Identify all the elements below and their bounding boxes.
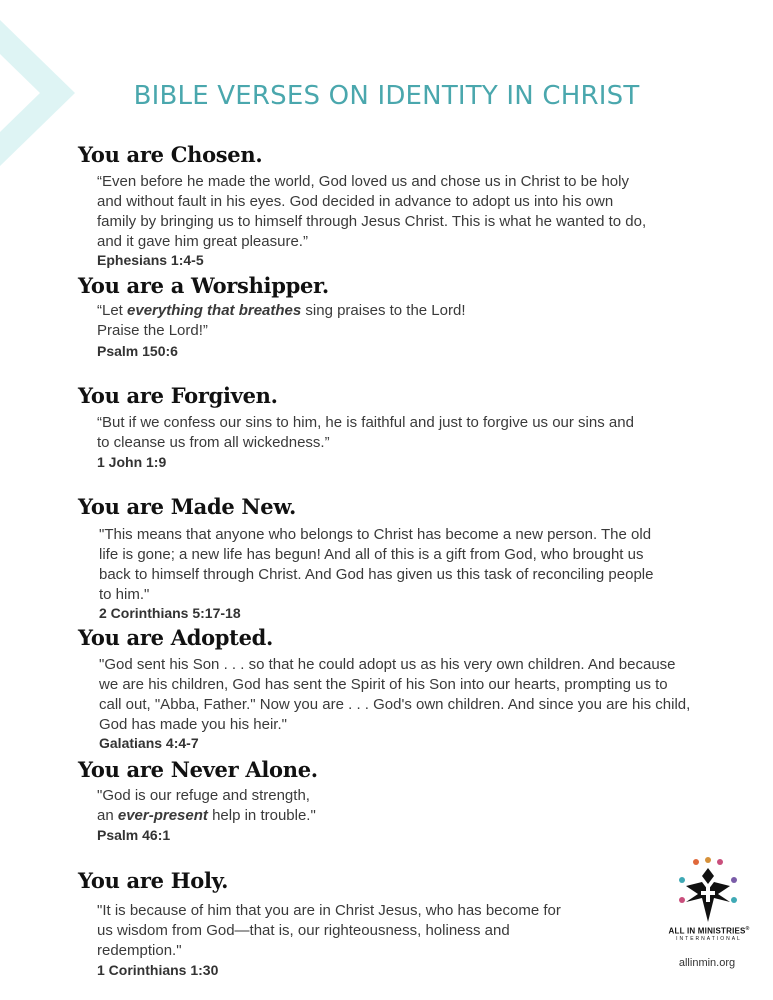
section-heading: You are Holy. [78,868,229,893]
page-title: BIBLE VERSES ON IDENTITY IN CHRIST [133,81,640,112]
verse-line: to cleanse us from all wickedness.” [97,434,330,451]
verse-fragment: “Let [97,302,128,319]
website-link[interactable]: allinmin.org [678,957,736,969]
section-heading: You are Never Alone. [78,757,318,782]
verse-text [97,172,697,252]
verse-reference: Psalm 150:6 [97,343,178,359]
verse-fragment: an [97,807,118,824]
verse-line: life is gone; a new life has begun! And all of this is a gift from God, who brought us [99,546,644,563]
verse-text [99,655,699,735]
verse-line: “Even before he made the world, God loved us and chose us in Christ to be holy [97,173,629,190]
verse-line: God has made you his heir." [99,716,287,733]
logo-name-text: ALL IN MINISTRIES [668,926,746,936]
verse-reference: 1 Corinthians 1:30 [97,962,219,978]
section-heading: You are Forgiven. [78,383,278,408]
verse-fragment: sing praises to the Lord! [301,302,466,319]
verse-text [97,901,637,961]
section-heading: You are Adopted. [78,625,274,650]
section-heading: You are a Worshipper. [78,273,329,298]
logo-name [662,926,756,936]
verse-line: redemption." [97,942,182,959]
verse-line: and without fault in his eyes. God decided in advance to adopt us into his own [97,193,614,210]
verse-line: we are his children, God has sent the Spirit of his Son into our hearts, prompting us to [99,676,668,693]
verse-reference: 1 John 1:9 [97,454,167,470]
verse-text [97,413,697,453]
section-heading: You are Made New. [78,494,297,519]
verse-fragment: help in trouble." [207,807,316,824]
verse-text [99,525,699,605]
verse-line: to him." [99,586,150,603]
logo-subtitle: INTERNATIONAL [676,936,742,942]
verse-reference: 2 Corinthians 5:17-18 [99,605,241,621]
verse-line: "It is because of him that you are in Christ Jesus, who has become for [97,902,561,919]
verse-reference: Galatians 4:4-7 [99,735,199,751]
verse-reference: Ephesians 1:4-5 [97,252,204,268]
verse-reference: Psalm 46:1 [97,827,171,843]
verse-line: us wisdom from God—that is, our righteousness, holiness and [97,922,510,939]
verse-emphasis: ever-present [117,807,208,824]
verse-text [97,301,697,341]
verse-emphasis: everything that breathes [127,302,302,319]
verse-line: "God sent his Son . . . so that he could adopt us as his very own children. And because [99,656,676,673]
verse-line: and it gave him great pleasure.” [97,233,308,250]
verse-line: call out, "Abba, Father." Now you are . . . God's own children. And since you are his child, [99,696,691,713]
verse-line [97,301,697,321]
cross-logo-icon [672,856,744,936]
verse-line: back to himself through Christ. And God has given us this task of reconciling people [99,566,654,583]
verse-line: "This means that anyone who belongs to Christ has become a new person. The old [99,526,652,543]
verse-line: family by bringing us to himself through Jesus Christ. This is what he wanted to do, [97,213,647,230]
verse-line: Praise the Lord!” [97,322,208,339]
verse-line [97,806,697,826]
logo-mark: ® [745,926,750,932]
verse-line: “But if we confess our sins to him, he is faithful and just to forgive us our sins and [97,414,634,431]
section-heading: You are Chosen. [78,142,263,167]
verse-line: "God is our refuge and strength, [97,787,310,804]
verse-text [97,786,697,826]
